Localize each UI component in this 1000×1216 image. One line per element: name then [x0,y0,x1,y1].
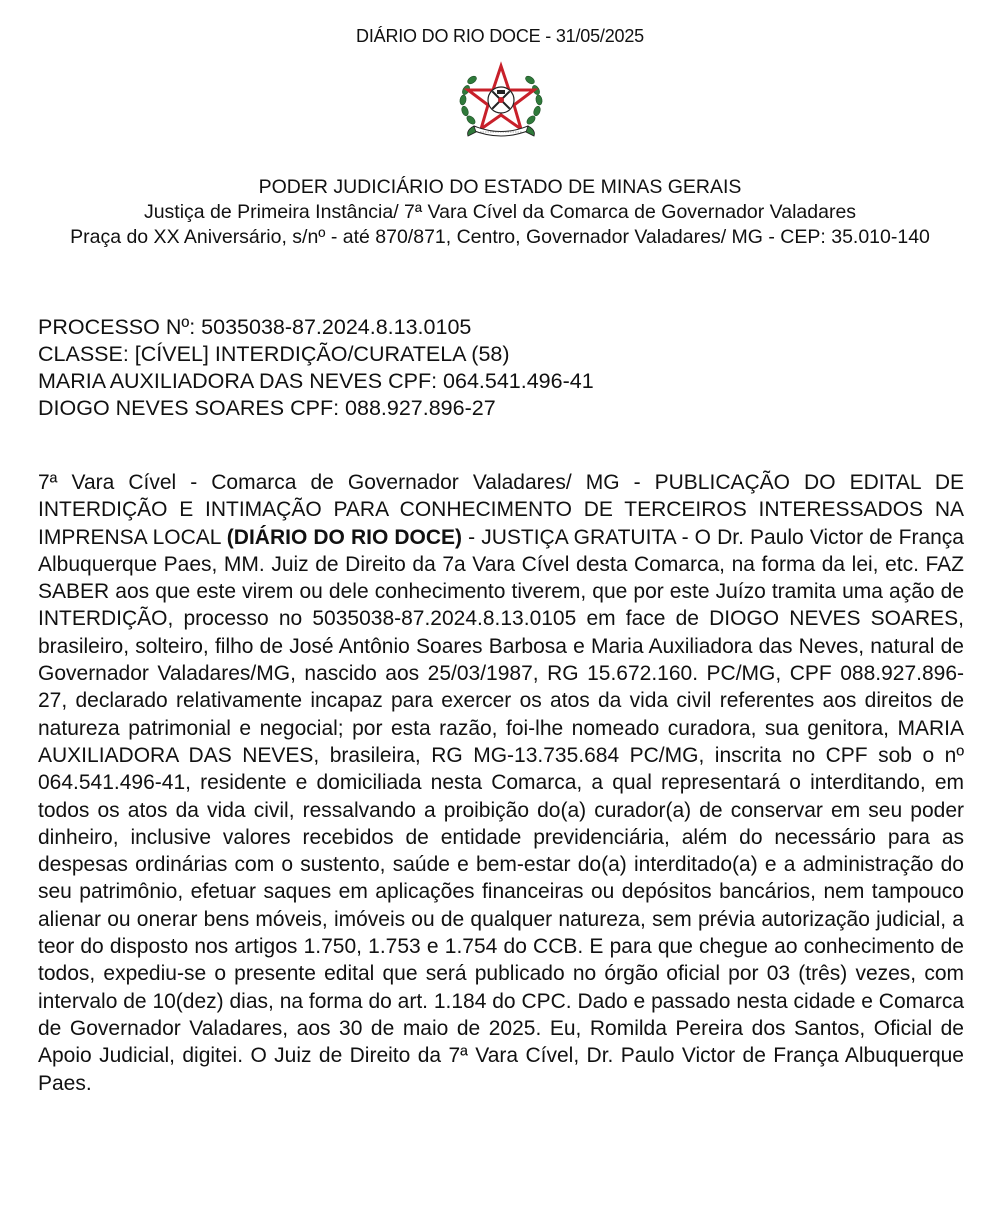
court-division: Justiça de Primeira Instância/ 7ª Vara Cível da Comarca de Governador Valadares [143,201,857,223]
edital-newspaper-name: (DIÁRIO DO RIO DOCE) [226,525,463,549]
edital-body [38,469,964,1097]
party-curator: MARIA AUXILIADORA DAS NEVES CPF: 064.541.496-41 [38,369,594,393]
party-interdicted: DIOGO NEVES SOARES CPF: 088.927.896-27 [38,396,496,420]
newspaper-date-header: DIÁRIO DO RIO DOCE - 31/05/2025 [356,26,644,46]
case-class: CLASSE: [CÍVEL] INTERDIÇÃO/CURATELA (58) [38,342,510,366]
edital-text-intro: 7ª Vara Cível - Comarca de Governador Valadares/ MG - PUBLICAÇÃO DO EDITAL DE INTERDIÇÃO E INTIMAÇÃO PARA CONHECIMENTO DE TERCEIROS INTERESSADOS NA IMPRENSA LOCAL [38,471,964,549]
edital-text-main: - JUSTIÇA GRATUITA - O Dr. Paulo Victor de França Albuquerque Paes, MM. Juiz de Direito da 7a Vara Cível desta Comarca, na forma da lei, etc. FAZ SABER aos que este virem ou dele conhecimento tiverem, que por este Juízo tramita uma ação de INTERDIÇÃO, processo no 5035038-87.2024.8.13.0105 em face de DIOGO NEVES SOARES, brasileiro, solteiro, filho de José Antônio Soares Barbosa e Maria Auxiliadora das Neves, natural de Governador Valadares/MG, nascido aos 25/03/1987, RG 15.672.160. PC/MG, CPF 088.927.896-27, declarado relativamente incapaz para exercer os atos da vida civil referentes aos direitos de natureza patrimonial e negocial; por esta razão, foi-lhe nomeado curadora, sua genitora, MARIA AUXILIADORA DAS NEVES, brasileira, RG MG-13.735.684 PC/MG, inscrita no CPF sob o nº 064.541.496-41, residente e domiciliada nesta Comarca, a qual representará o interditando, em todos os atos da vida civil, ressalvando a proibição do(a) curador(a) de conservar em seu poder dinheiro, inclusive valores recebidos de entidade previdenciária, além do necessário para as despesas ordinárias com o sustento, saúde e bem-estar do(a) interditado(a) e a administração do seu patrimônio, efetuar saques em aplicações financeiras ou depósitos bancários, nem tampouco alienar ou onerar bens móveis, imóveis ou de qualquer natureza, sem prévia autorização judicial, a teor do disposto nos artigos 1.750, 1.753 e 1.754 do CCB. E para que chegue ao conhecimento de todos, expediu-se o presente edital que será publicado no órgão oficial por 03 (três) vezes, com intervalo de 10(dez) dias, na forma do art. 1.184 do CPC. Dado e passado nesta cidade e Comarca de Governador Valadares, aos 30 de maio de 2025. Eu, Romilda Pereira dos Santos, Oficial de Apoio Judicial, digitei. O Juiz de Direito da 7ª Vara Cível, Dr. Paulo Victor de França Albuquerque Paes. [38,525,964,1095]
court-header [60,175,940,250]
minas-gerais-coat-of-arms-icon [454,60,548,144]
court-address: Praça do XX Aniversário, s/nº - até 870/871, Centro, Governador Valadares/ MG - CEP: 35.010-140 [70,226,930,248]
case-info [38,314,958,422]
case-number: PROCESSO Nº: 5035038-87.2024.8.13.0105 [38,315,472,339]
court-name: PODER JUDICIÁRIO DO ESTADO DE MINAS GERAIS [258,176,742,198]
